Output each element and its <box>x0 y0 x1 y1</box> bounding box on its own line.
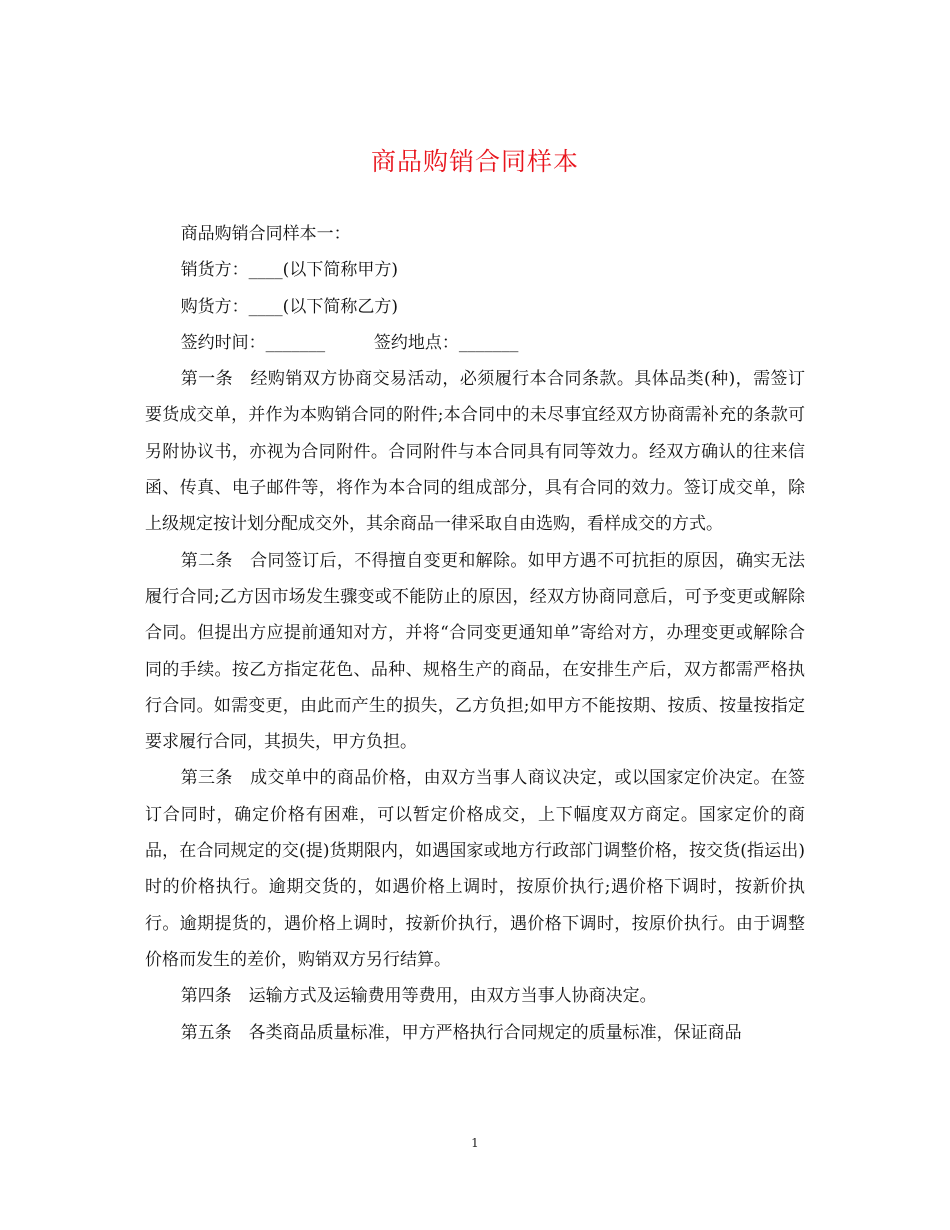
seller-line: 销货方：____(以下简称甲方) <box>180 260 398 281</box>
clause-2: 第二条 合同签订后，不得擅自变更和解除。如甲方遇不可抗拒的原因，确实无法履行合同;乙方因市场发生骤变或不能防止的原因，经双方协商同意后，可予变更或解除合同。但提出方应提前通知对方，并将“合同变更通知单”寄给对方，办理变更或解除合同的手续。按乙方指定花色、品种、规格生产的商品，在安排生产后，双方都需严格执行合同。如需变更，由此而产生的损失，乙方负担;如甲方不能按期、按质、按量按指定要求履行合同，其损失，甲方负担。 <box>145 550 805 753</box>
document-title: 商品购销合同样本 <box>370 147 579 176</box>
sample-heading: 商品购销合同样本一： <box>180 224 351 244</box>
clause-5: 第五条 各类商品质量标准，甲方严格执行合同规定的质量标准，保证商品 <box>180 1022 742 1043</box>
clause-3: 第三条 成交单中的商品价格，由双方当事人商议决定，或以国家定价决定。在签订合同时，确定价格有困难，可以暂定价格成交，上下幅度双方商定。国家定价的商品，在合同规定的交(提)货期限内，如遇国家或地方行政部门调整价格，按交货(指运出)时的价格执行。逾期交货的，如遇价格上调时，按原价执行;遇价格下调时，按新价执行。逾期提货的，遇价格上调时，按新价执行，遇价格下调时，按原价执行。由于调整价格而发生的差价，购销双方另行结算。 <box>145 768 805 970</box>
page-number: 1 <box>471 1136 479 1150</box>
signing-info-line: 签约时间：_______ 签约地点：_______ <box>180 332 519 353</box>
buyer-line: 购货方：____(以下简称乙方) <box>180 296 398 317</box>
clause-1: 第一条 经购销双方协商交易活动，必须履行本合同条款。具体品类(种)，需签订要货成交单，并作为本购销合同的附件;本合同中的未尽事宜经双方协商需补充的条款可另附协议书，亦视为合同附件。合同附件与本合同具有同等效力。经双方确认的往来信函、传真、电子邮件等，将作为本合同的组成部分，具有合同的效力。签订成交单，除上级规定按计划分配成交外，其余商品一律采取自由选购，看样成交的方式。 <box>145 369 805 535</box>
document-body <box>145 216 805 1051</box>
clause-4: 第四条 运输方式及运输费用等费用，由双方当事人协商决定。 <box>180 986 657 1007</box>
